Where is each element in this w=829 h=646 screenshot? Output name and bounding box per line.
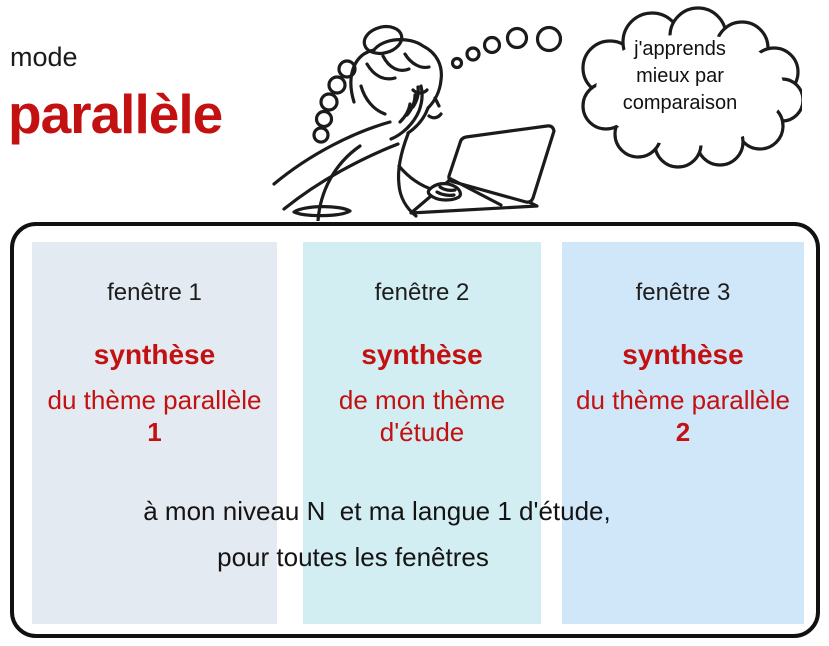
window-keyword: synthèse <box>93 339 216 370</box>
window-keyword: synthèse <box>361 339 483 370</box>
window-detail <box>562 384 804 448</box>
window-title: fenêtre 2 <box>374 279 470 306</box>
mode-label: mode <box>10 42 78 72</box>
thought-dot-icon <box>485 38 500 53</box>
cloud-line: comparaison <box>622 92 738 114</box>
window-detail-line: du thème parallèle <box>576 385 790 415</box>
window-detail <box>32 384 277 448</box>
thought-cloud <box>558 4 802 172</box>
thought-dot-icon <box>453 59 462 68</box>
thought-cloud-text <box>558 36 802 117</box>
window-detail <box>303 384 541 448</box>
laptop-icon <box>449 126 554 202</box>
window-detail-number: 1 <box>147 417 162 447</box>
footer-line: pour toutes les fenêtres <box>217 542 489 572</box>
footer-line: à mon niveau N et ma langue 1 d'étude, <box>143 496 611 526</box>
board <box>10 222 820 638</box>
person-at-laptop-icon <box>270 6 600 221</box>
cloud-line: j'apprends <box>634 38 726 60</box>
window-detail-line: du thème parallèle <box>47 385 262 415</box>
window-title: fenêtre 3 <box>635 279 731 306</box>
window-detail-line: de mon thème <box>338 385 506 415</box>
window-title: fenêtre 1 <box>107 279 202 306</box>
window-detail-number: 2 <box>675 417 691 447</box>
window-detail-line: d'étude <box>379 417 465 447</box>
page-title: parallèle <box>8 83 223 145</box>
board-footer <box>14 494 816 574</box>
thought-dot-icon <box>508 29 527 48</box>
cloud-line: mieux par <box>636 65 724 87</box>
thought-dot-icon <box>467 48 479 60</box>
window-keyword: synthèse <box>622 339 744 370</box>
